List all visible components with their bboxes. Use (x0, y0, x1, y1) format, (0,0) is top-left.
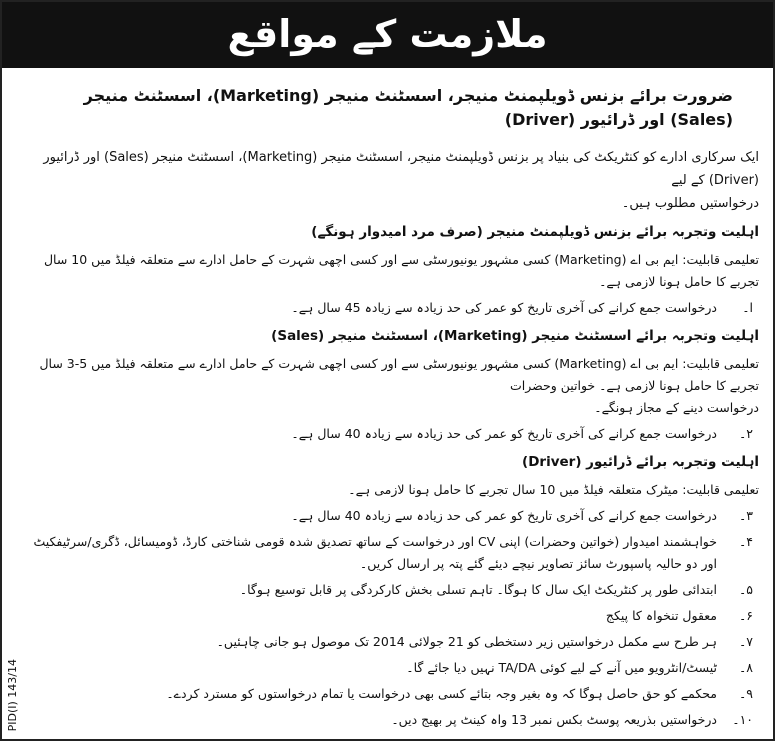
list-item (32, 709, 759, 731)
ad-headline: ضرورت برائے بزنس ڈویلپمنٹ منیجر، اسسٹنٹ منیجر (Marketing)، اسسٹنٹ منیجر (Sales) اور ڈرائیور (Driver) (83, 86, 733, 129)
item-number: ۶۔ (738, 608, 753, 623)
qualification-bdm: تعلیمی قابلیت: ایم بی اے (Marketing) کسی مشہور یونیورسٹی سے اور کسی اچھی شہرت کے حامل ادارے سے متعلقہ فیلڈ میں 10 سال تجربے کا حامل ہونا لازمی ہے۔ (43, 252, 759, 289)
item-text (32, 531, 717, 575)
item-text-cont: نیچے دیئے گئے پتہ پر ارسال کریں۔ (359, 556, 535, 571)
pid-number: PID(I) 143/14 (6, 658, 19, 731)
item-number: ۷۔ (738, 634, 753, 649)
item-text: معقول تنخواہ کا پیکج (605, 608, 717, 623)
item-number: ۵۔ (738, 582, 753, 597)
item-number: ۴۔ (738, 534, 753, 549)
item-number: ا۔ (742, 300, 753, 315)
intro-line-2: درخواستیں مطلوب ہیں۔ (621, 196, 759, 211)
qualification-assistant-manager-cont: درخواست دینے کے مجاز ہونگے۔ (594, 400, 759, 415)
item-text: محکمے کو حق حاصل ہوگا کہ وہ بغیر وجہ بتائے کسی بھی درخواست یا تمام درخواستوں کو مسترد کردے۔ (166, 686, 717, 701)
item-text-line: خواہشمند امیدوار (خواتین وحضرات) اپنی CV اور درخواست کے ساتھ تصدیق شدہ قومی شناختی کارڈ، ڈومیسائل، ڈگری/سرٹیفکیٹ اور دو حالیہ پاسپورٹ سائز تصاویر (33, 534, 717, 571)
item-text: ٹیسٹ/انٹرویو میں آنے کے لیے کوئی TA/DA نہیں دیا جائے گا۔ (406, 660, 717, 675)
item-number: ۲۔ (738, 426, 753, 441)
list-item (32, 657, 759, 679)
section-heading-driver: اہلیت وتجربہ برائے ڈرائیور (Driver) (522, 454, 759, 470)
item-number: ۳۔ (738, 508, 753, 523)
item-number: ۸۔ (738, 660, 753, 675)
item-text: درخواست جمع کرانے کی آخری تاریخ کو عمر کی حد زیادہ سے زیادہ 45 سال ہے۔ (291, 300, 717, 315)
item-text: درخواست جمع کرانے کی آخری تاریخ کو عمر کی حد زیادہ سے زیادہ 40 سال ہے۔ (291, 426, 717, 441)
list-item (32, 297, 759, 319)
ad-header: ملازمت کے مواقع (2, 2, 773, 68)
qualification-driver: تعلیمی قابلیت: میٹرک متعلقہ فیلڈ میں 10 سال تجربے کا حامل ہونا لازمی ہے۔ (348, 482, 759, 497)
item-number: ۹۔ (738, 686, 753, 701)
list-item (32, 531, 759, 575)
item-number: ۱۰۔ (732, 712, 753, 727)
item-text: ہر طرح سے مکمل درخواستیں زیر دستخطی کو 21 جولائی 2014 تک موصول ہو جانی چاہئیں۔ (216, 634, 717, 649)
section-heading-bdm: اہلیت وتجربہ برائے بزنس ڈویلپمنٹ منیجر (صرف مرد امیدوار ہونگے) (311, 224, 759, 240)
intro-line-1: ایک سرکاری ادارے کو کنٹریکٹ کی بنیاد پر بزنس ڈویلپمنٹ منیجر، اسسٹنٹ منیجر (Marketing)، اسسٹنٹ منیجر (Sales) اور ڈرائیور (Driver) کے لیے (43, 150, 759, 188)
item-text: درخواستیں بذریعہ پوسٹ بکس نمبر 13 واہ کینٹ پر بھیج دیں۔ (391, 712, 717, 727)
qualification-assistant-manager: تعلیمی قابلیت: ایم بی اے (Marketing) کسی مشہور یونیورسٹی سے اور کسی اچھی شہرت کے حامل ادارے سے متعلقہ فیلڈ میں 5-3 سال تجربے کا حامل ہونا لازمی ہے۔ خواتین وحضرات (39, 356, 759, 393)
section-heading-assistant-manager: اہلیت وتجربہ برائے اسسٹنٹ منیجر (Marketing)، اسسٹنٹ منیجر (Sales) (271, 328, 759, 344)
list-item (32, 579, 759, 601)
list-item (32, 683, 759, 705)
item-text: ابتدائی طور پر کنٹریکٹ ایک سال کا ہوگا۔ تاہم تسلی بخش کارکردگی پر قابل توسیع ہوگا۔ (239, 582, 717, 597)
list-item (32, 605, 759, 627)
list-item (32, 631, 759, 653)
item-text: درخواست جمع کرانے کی آخری تاریخ کو عمر کی حد زیادہ سے زیادہ 40 سال ہے۔ (291, 508, 717, 523)
list-item (32, 505, 759, 527)
list-item (32, 423, 759, 445)
ad-body (2, 68, 773, 739)
